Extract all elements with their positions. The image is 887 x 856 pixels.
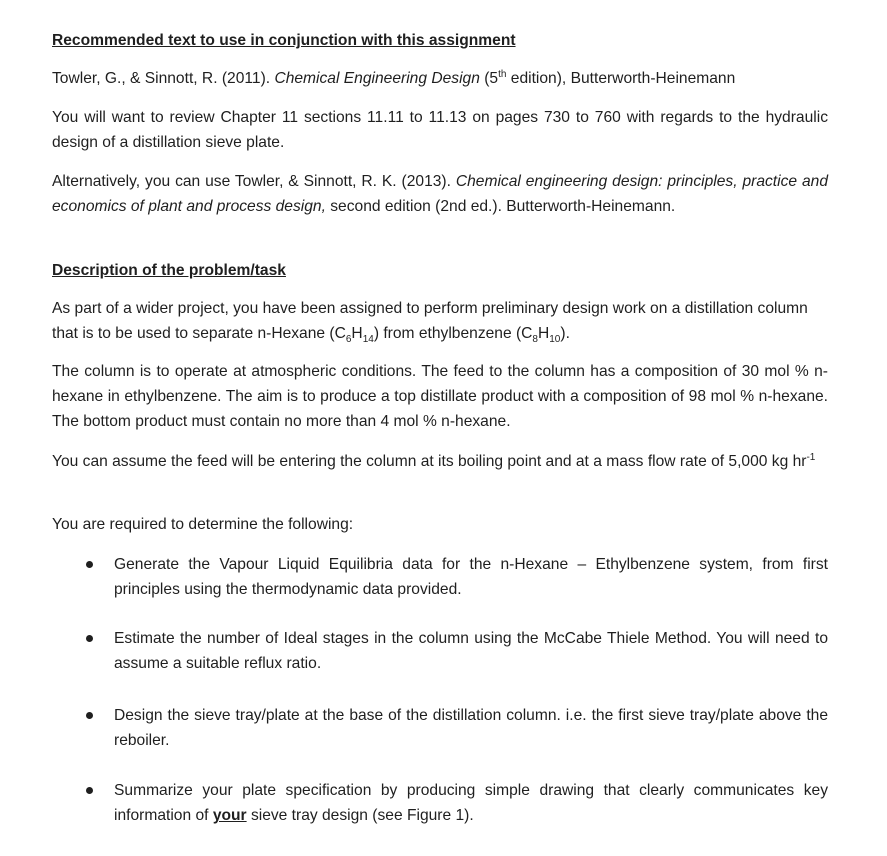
task-bullet-1-text: Generate the Vapour Liquid Equilibria data for the n-Hexane – Ethylbenzene system, from first principles using the thermodynamic data provided. <box>114 556 828 598</box>
task-bullet-1 <box>114 552 828 602</box>
para3-text: You can assume the feed will be entering the column at its boiling point and at a mass flow rate of 5,000 kg hr <box>52 453 807 470</box>
task-bullet-2-text: Estimate the number of Ideal stages in the column using the McCabe Thiele Method. You will need to assume a suitable reflux ratio. <box>114 630 828 672</box>
task-bullet-2 <box>114 626 828 676</box>
ref1-authors: Towler, G., & Sinnott, R. (2011). <box>52 70 275 87</box>
para1-sub3: 8 <box>532 334 538 346</box>
para1-sub2: 14 <box>362 334 374 346</box>
ref1-edition-post: edition), Butterworth-Heinemann <box>506 70 736 87</box>
reference-2 <box>52 169 828 219</box>
para1-sub1: 6 <box>345 334 352 346</box>
task-bullet-3-text: Design the sieve tray/plate at the base of the distillation column. i.e. the first sieve tray/plate above the reboiler. <box>114 707 828 749</box>
para1-text3: ) from ethylbenzene (C <box>373 325 533 342</box>
required-intro: You are required to determine the following: <box>52 516 354 533</box>
bullet-dot-icon <box>86 712 93 719</box>
para1-text2: H <box>351 325 363 342</box>
ref2-title: Chemical engineering design: principles, practice and economics of plant and process design, <box>52 173 828 215</box>
ref1-edition-sup: th <box>498 68 507 80</box>
description-paragraph-2: The column is to operate at atmospheric conditions. The feed to the column has a composition of 30 mol % n-hexane in ethylbenzene. The aim is to produce a top distillate product with a composition of 98 mol % n-hexane. The bottom product must contain no more than 4 mol % n-hexane. <box>52 363 828 430</box>
para1-text4: H <box>537 325 550 342</box>
ref2-pre: Alternatively, you can use Towler, & Sinnott, R. K. (2013). <box>52 173 456 190</box>
para1-sub4: 10 <box>549 334 561 346</box>
review-paragraph: You will want to review Chapter 11 sections 11.11 to 11.13 on pages 730 to 760 with regards to the hydraulic design of a distillation sieve plate. <box>52 109 828 151</box>
recommended-heading: Recommended text to use in conjunction with this assignment <box>52 32 516 49</box>
bullet-dot-icon <box>86 787 93 794</box>
ref2-post: second edition (2nd ed.). Butterworth-Heinemann. <box>325 198 676 215</box>
task-bullet-3 <box>114 703 828 753</box>
description-paragraph-3 <box>52 449 828 474</box>
ref1-title: Chemical Engineering Design <box>274 70 480 87</box>
task-bullet-4-text-pre: Summarize your plate specification by producing simple drawing that clearly communicates key information of <box>114 782 828 824</box>
bullet-dot-icon <box>86 561 93 568</box>
reference-1 <box>52 66 828 91</box>
para1-text1: As part of a wider project, you have been assigned to perform preliminary design work on a distillation column that is to be used to separate n-Hexane (C <box>52 300 808 342</box>
para3-sup: -1 <box>806 451 816 463</box>
description-paragraph-1 <box>52 296 828 346</box>
para1-text5: ). <box>560 325 570 342</box>
task-bullet-4-text-post: sieve tray design (see Figure 1). <box>246 807 474 824</box>
task-bullet-4-emphasis: your <box>212 807 247 824</box>
ref1-edition-pre: (5 <box>479 70 499 87</box>
description-heading: Description of the problem/task <box>52 262 286 279</box>
task-bullet-4 <box>114 778 828 828</box>
bullet-dot-icon <box>86 635 93 642</box>
